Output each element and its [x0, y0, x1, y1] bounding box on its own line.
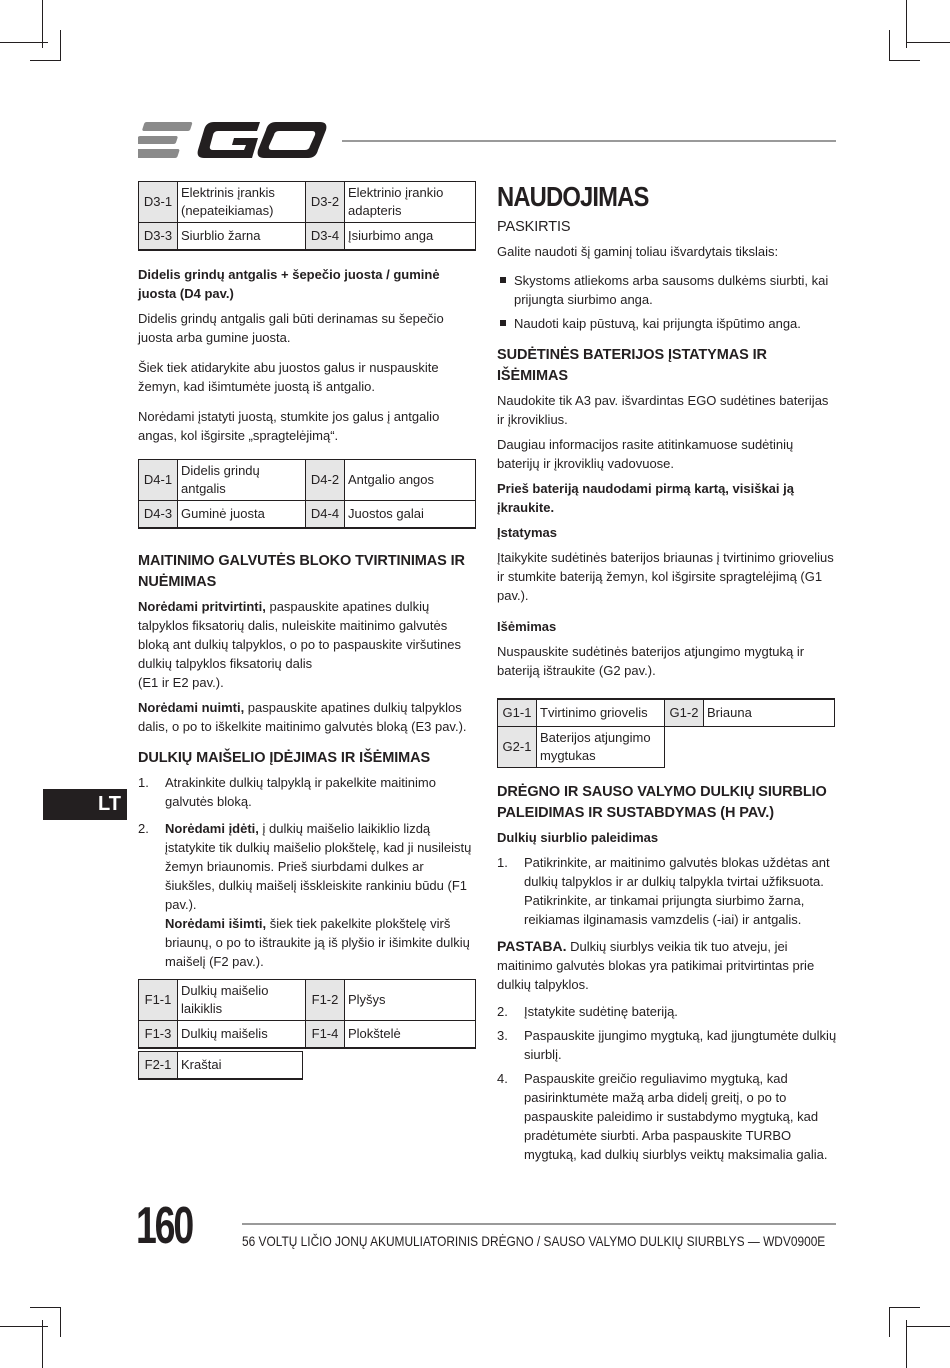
list-text: Paspauskite įjungimo mygtuką, kad įjungtumėte dulkių siurblį.	[524, 1028, 837, 1062]
crop-mark	[906, 42, 950, 43]
list-item	[497, 1002, 837, 1021]
table-row	[498, 727, 835, 768]
paragraph: Šiek tiek atidarykite abu juostos galus ir nuspauskite žemyn, kad išimtumėte juostą iš antgalio.	[138, 360, 439, 394]
list-item: Skystoms atliekoms arba sausoms dulkėms siurbti, kai prijungta siurbimo anga.	[497, 271, 837, 309]
table-cell-code: D4-2	[306, 460, 345, 501]
table-cell: Plyšys	[345, 980, 476, 1021]
paragraph	[138, 698, 476, 736]
crop-mark	[906, 1320, 907, 1368]
table-cell: Elektrinis įrankis (nepateikiamas)	[178, 182, 306, 223]
table-cell-code: D4-3	[139, 501, 178, 529]
list-text: Paspauskite greičio reguliavimo mygtuką, kad pasirinktumėte mažą arba didelį greitį, o po to paspauskite paleidimo ir sustabdymo mygtuką, kad pradėtumėte siurbti. Arba paspauskite TURBO mygtuką, kad dulkių siurblys veiktų maksimalia galia.	[524, 1071, 828, 1162]
section-heading: DULKIŲ MAIŠELIO ĮDĖJIMAS IR IŠĖMIMAS	[138, 750, 431, 766]
bag-steps	[138, 773, 476, 971]
table-row	[139, 460, 476, 501]
section-heading: SUDĖTINĖS BATERIJOS ĮSTATYMAS IR IŠĖMIMAS	[497, 347, 767, 384]
crop-mark	[42, 1320, 43, 1368]
section-heading: DRĖGNO IR SAUSO VALYMO DULKIŲ SIURBLIO PALEIDIMAS IR SUSTABDYMAS (H PAV.)	[497, 784, 827, 821]
paragraph: Naudokite tik A3 pav. išvardintas EGO sudėtines baterijas ir įkroviklius.	[497, 393, 829, 427]
table-cell: Elektrinio įrankio adapteris	[345, 182, 476, 223]
paragraph	[138, 597, 476, 673]
table-cell-code: D3-1	[139, 182, 178, 223]
table-cell: Kraštai	[178, 1052, 303, 1080]
sub-heading: Išėmimas	[497, 619, 557, 634]
list-number: 4.	[497, 1071, 508, 1086]
table-row	[498, 699, 835, 727]
table-cell: Juostos galai	[345, 501, 476, 529]
ego-logo	[138, 118, 328, 162]
text: paspauskite apatines dulkių talpyklos dalis, o po to iškelkite maitinimo galvutės bloką (E3 pav.).	[138, 700, 467, 734]
paragraph: Prieš bateriją naudodami pirmą kartą, visiškai ją įkraukite.	[497, 481, 794, 515]
list-text: Patikrinkite, ar maitinimo galvutės blokas uždėtas ant dulkių talpyklos ir ar dulkių talpykla tvirtai užfiksuota. Patikrinkite, ar tinkamai prijungta siurbimo žarna, reikiamas ilginamasis vamzdelis (-iai) ir antgalis.	[524, 855, 830, 927]
table-cell-code: D4-4	[306, 501, 345, 529]
paragraph: Įtaikykite sudėtinės baterijos briaunas į tvirtinimo griovelius ir stumkite bateriją žemyn, kol išgirsite spragtelėjimą (G1 pav.).	[497, 550, 834, 603]
page-number: 160	[136, 1197, 192, 1255]
table-cell-code: D3-3	[139, 223, 178, 251]
list-item	[138, 819, 476, 971]
table-cell-code: F1-4	[306, 1021, 345, 1049]
crop-mark	[60, 30, 61, 60]
crop-mark	[0, 1326, 48, 1327]
table-cell-code: F2-1	[139, 1052, 178, 1080]
crop-mark	[906, 0, 907, 48]
bold-lead: Norėdami pritvirtinti,	[138, 599, 266, 614]
crop-mark	[889, 60, 920, 61]
text: paspauskite apatines dulkių talpyklos fiksatorių dalis, nuleiskite maitinimo galvutės bloką ant dulkių talpyklos, o po to paspauskite viršutines dulkių talpyklos fiksatorių dalis	[138, 599, 462, 671]
crop-mark	[889, 30, 890, 60]
note-text: Dulkių siurblys veikia tik tuo atveju, jei maitinimo galvutės blokas yra patikimai pritvirtintas prie dulkių talpyklos.	[497, 939, 815, 992]
sub-heading: Dulkių siurblio paleidimas	[497, 830, 659, 845]
bold-lead: Norėdami įdėti,	[165, 821, 259, 836]
paragraph: (E1 ir E2 pav.).	[138, 675, 224, 690]
list-text: šiek tiek pakelkite plokštelę virš briaunų, o po to ištraukite ją iš plyšio ir išimkite dulkių maišelį (F2 pav.).	[165, 916, 470, 969]
table-d3	[138, 181, 476, 251]
right-column	[497, 181, 837, 1174]
table-cell: Siurblio žarna	[178, 223, 306, 251]
start-steps-cont	[497, 1002, 837, 1164]
table-cell: Plokštelė	[345, 1021, 476, 1049]
list-number: 2.	[138, 821, 149, 836]
footer-text: 56 VOLTŲ LIČIO JONŲ AKUMULIATORINIS DRĖGNO / SAUSO VALYMO DULKIŲ SIURBLYS — WDV0900E	[242, 1233, 826, 1249]
section-heading: PASKIRTIS	[497, 219, 571, 235]
list-number: 1.	[497, 855, 508, 870]
start-steps	[497, 853, 837, 929]
d4-heading: Didelis grindų antgalis + šepečio juosta / guminė juosta (D4 pav.)	[138, 267, 440, 301]
table-cell-code: D4-1	[139, 460, 178, 501]
paragraph: Nuspauskite sudėtinės baterijos atjungimo mygtuką ir bateriją ištraukite (G2 pav.).	[497, 644, 805, 678]
section-heading: MAITINIMO GALVUTĖS BLOKO TVIRTINIMAS IR NUĖMIMAS	[138, 553, 465, 590]
table-cell-code: F1-2	[306, 980, 345, 1021]
table-d4	[138, 459, 476, 529]
table-cell-empty	[665, 727, 835, 768]
list-item	[497, 853, 837, 929]
crop-mark	[42, 0, 43, 48]
table-row	[139, 1021, 476, 1049]
paragraph: Galite naudoti šį gaminį toliau išvardytais tikslais:	[497, 244, 779, 259]
paragraph: Didelis grindų antgalis gali būti derinamas su šepečio juosta arba gumine juosta.	[138, 311, 444, 345]
list-item: Naudoti kaip pūstuvą, kai prijungta išpūtimo anga.	[497, 314, 837, 333]
list-item	[497, 1026, 837, 1064]
crop-mark	[30, 1307, 61, 1308]
table-cell: Tvirtinimo griovelis	[537, 699, 665, 727]
table-cell-code: F1-3	[139, 1021, 178, 1049]
paragraph: Norėdami įstatyti juostą, stumkite jos galus į antgalio angas, kol išgirsite „spragtelėjimą“.	[138, 409, 440, 443]
list-text: į dulkių maišelio laikiklio lizdą įstatykite tik dulkių maišelio plokštelę, kad ji nusileistų žemyn briaunomis. Prieš siurbdami dulkes ar šiukšles, dulkių maišelį išskleiskite rankiniu būdu (F1 pav.).	[165, 821, 472, 912]
table-row	[139, 980, 476, 1021]
note-label: PASTABA.	[497, 938, 567, 954]
table-cell: Dulkių maišelio laikiklis	[178, 980, 306, 1021]
table-f-last	[138, 1051, 303, 1080]
bold-lead: Norėdami išimti,	[165, 916, 267, 931]
table-cell: Įsiurbimo anga	[345, 223, 476, 251]
crop-mark	[60, 1307, 61, 1337]
paragraph: Daugiau informacijos rasite atitinkamuose sudėtinių baterijų ir įkroviklių vadovuose.	[497, 437, 794, 471]
table-row	[139, 1052, 303, 1080]
list-text: Atrakinkite dulkių talpyklą ir pakelkite maitinimo galvutės bloką.	[165, 775, 436, 809]
table-row	[139, 223, 476, 251]
left-column	[138, 181, 476, 1080]
sub-heading: Įstatymas	[497, 525, 557, 540]
table-row	[139, 501, 476, 529]
table-cell: Guminė juosta	[178, 501, 306, 529]
list-text: Įstatykite sudėtinę bateriją.	[524, 1004, 678, 1019]
table-cell-code: F1-1	[139, 980, 178, 1021]
crop-mark	[889, 1307, 920, 1308]
table-cell-code: D3-4	[306, 223, 345, 251]
list-item	[497, 1069, 837, 1164]
page-title: NAUDOJIMAS	[497, 181, 649, 212]
table-cell-code: G1-2	[665, 699, 704, 727]
table-cell: Antgalio angos	[345, 460, 476, 501]
table-cell: Didelis grindų antgalis	[178, 460, 306, 501]
crop-mark	[889, 1307, 890, 1337]
list-number: 3.	[497, 1028, 508, 1043]
footer-rule	[242, 1223, 836, 1225]
purpose-list	[497, 271, 837, 333]
crop-mark	[0, 42, 48, 43]
table-f	[138, 979, 476, 1049]
note	[497, 937, 837, 994]
header-rule	[342, 140, 836, 142]
table-cell: Briauna	[704, 699, 835, 727]
table-cell: Dulkių maišelis	[178, 1021, 306, 1049]
table-cell-code: G1-1	[498, 699, 537, 727]
table-cell-code: D3-2	[306, 182, 345, 223]
list-item	[138, 773, 476, 811]
language-tab: LT	[43, 789, 127, 820]
bold-lead: Norėdami nuimti,	[138, 700, 245, 715]
table-row	[139, 182, 476, 223]
table-cell-code: G2-1	[498, 727, 537, 768]
table-cell: Baterijos atjungimo mygtukas	[537, 727, 665, 768]
list-number: 2.	[497, 1004, 508, 1019]
crop-mark	[906, 1326, 950, 1327]
crop-mark	[30, 60, 61, 61]
table-g	[497, 698, 835, 768]
list-number: 1.	[138, 775, 149, 790]
